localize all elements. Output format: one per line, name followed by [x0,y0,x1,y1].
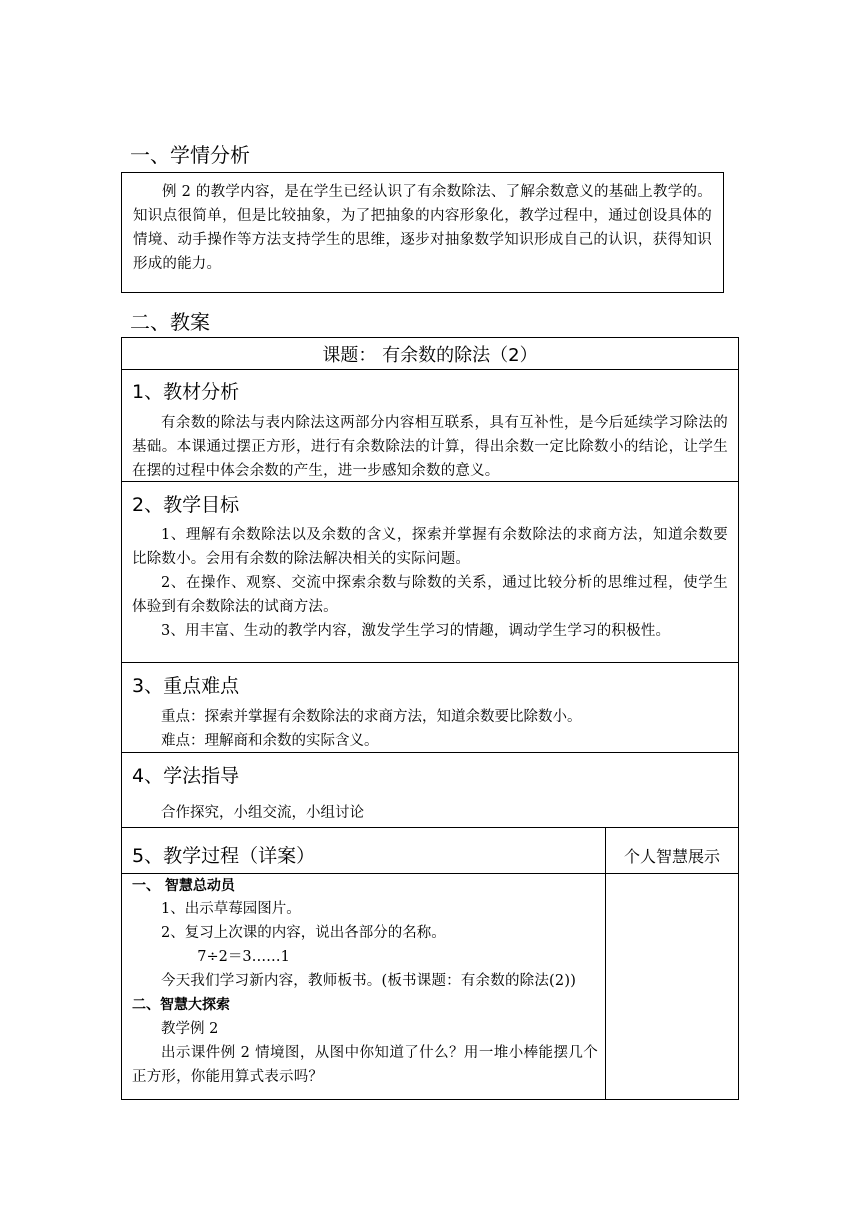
process-title: 5、教学过程（详案） [132,845,316,867]
lesson-plan-table [121,337,739,1100]
materials-title: 1、教材分析 [132,381,240,403]
row-divider [122,662,738,663]
column-divider [605,827,606,1099]
analysis-box [121,172,724,293]
goal-item: 2、在操作、观察、交流中探索余数与除数的关系，通过比较分析的思维过程，使学生体验到有余数除法的试商方法。 [132,575,728,615]
process-side-title: 个人智慧展示 [623,847,720,866]
keypoints-title: 3、重点难点 [132,675,240,697]
keypoint-difficult: 难点：理解商和余数的实际含义。 [161,733,379,749]
goal-item: 3、用丰富、生动的教学内容，激发学生学习的情趣，调动学生学习的积极性。 [161,623,671,639]
row-divider [122,481,738,482]
row-divider [122,827,738,828]
goals-section [132,490,728,643]
part1-title: 一、 智慧总动员 [132,878,235,894]
materials-text: 有余数的除法与表内除法这两部分内容相互联系，具有互补性，是今后延续学习除法的基础。本课通过摆正方形，进行有余数除法的计算，得出余数一定比除数小的结论，让学生在摆的过程中体会余数的产生，进一步感知余数的意义。 [132,415,728,479]
goal-item: 1、理解有余数除法以及余数的含义，探索并掌握有余数除法的求商方法，知道余数要比除数小。会用有余数的除法解决相关的实际问题。 [132,527,728,567]
part1-item: 1、出示草莓园图片。 [161,901,301,917]
method-title: 4、学法指导 [132,765,240,787]
method-section [132,761,728,825]
analysis-text: 例 2 的教学内容，是在学生已经认识了有余数除法、了解余数意义的基础上教学的。知识点很简单，但是比较抽象，为了把抽象的内容形象化，教学过程中，通过创设具体的情境、动手操作等方法支持学生的思维，逐步对抽象数学知识形成自己的认识，获得知识形成的能力。 [133,184,712,272]
materials-section [132,377,728,483]
example-label: 教学例 2 [161,1021,219,1037]
part2-text: 出示课件例 2 情境图，从图中你知道了什么？用一堆小棒能摆几个正方形，你能用算式表示吗？ [132,1045,598,1085]
goals-list [132,523,728,643]
keypoint-key: 重点：探索并掌握有余数除法的求商方法，知道余数要比除数小。 [161,709,582,725]
process-detail [132,875,598,1089]
row-divider [122,369,738,370]
part1-item: 2、复习上次课的内容，说出各部分的名称。 [161,925,446,941]
keypoints-section [132,671,728,753]
part2-title: 二、智慧大探索 [132,997,230,1013]
goals-title: 2、教学目标 [132,494,240,516]
section-heading-analysis: 一、学情分析 [130,143,250,167]
part1-text: 今天我们学习新内容，教师板书。(板书课题：有余数的除法(2)) [161,973,577,989]
method-text: 合作探究，小组交流，小组讨论 [161,805,364,821]
lesson-title: 课题： 有余数的除法（2） [322,345,538,366]
equation: 7÷2＝3……1 [197,949,290,965]
section-heading-plan: 二、教案 [130,310,210,334]
row-divider [122,752,738,753]
row-divider [122,873,738,874]
